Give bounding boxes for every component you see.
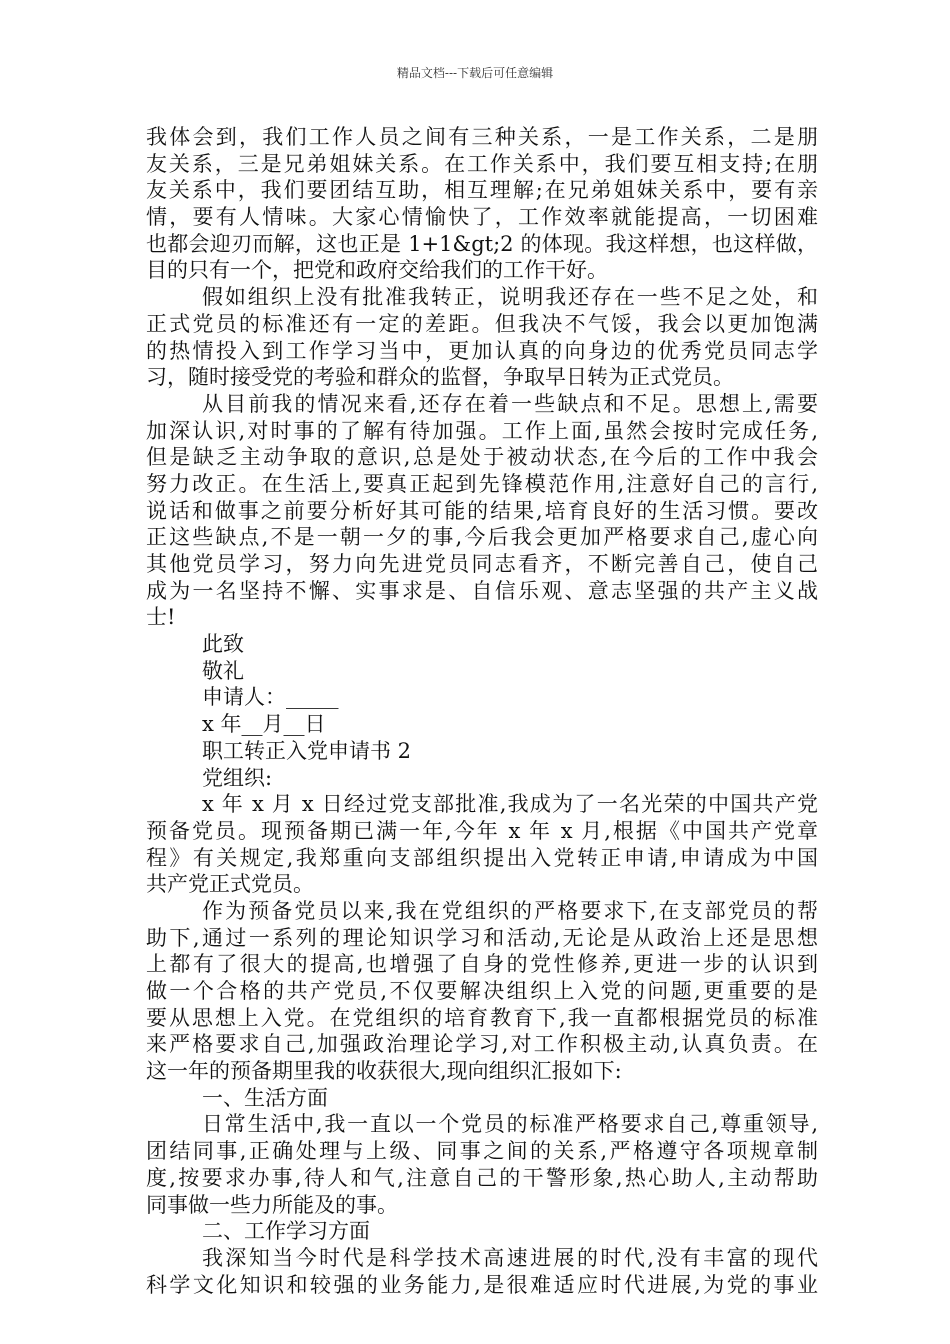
- text-line: 加深认识,对时事的了解有待加强。工作上面,虽然会按时完成任务,: [146, 418, 818, 443]
- text-line: 假如组织上没有批准我转正，说明我还存在一些不足之处，和: [202, 285, 818, 310]
- text-line: 申请人：_____: [202, 685, 339, 710]
- text-line: 友关系，三是兄弟姐妹关系。在工作关系中，我们要互相支持;在朋: [146, 151, 818, 176]
- text-line: 预备党员。现预备期已满一年,今年 x 年 x 月,根据《中国共产党章: [146, 818, 818, 843]
- text-line: 度,按要求办事,待人和气,注意自己的干警形象,热心助人,主动帮助: [146, 1165, 818, 1190]
- text-line: 这一年的预备期里我的收获很大,现向组织汇报如下:: [146, 1059, 622, 1084]
- text-line: 二、工作学习方面: [202, 1219, 370, 1244]
- text-line: 情，要有人情味。大家心情愉快了，工作效率就能提高，一切困难: [146, 205, 818, 230]
- text-line: 助下,通过一系列的理论知识学习和活动,无论是从政治上还是思想: [146, 925, 818, 950]
- text-line: 但是缺乏主动争取的意识,总是处于被动状态,在今后的工作中我会: [146, 445, 818, 470]
- text-line: 共产党正式党员。: [146, 872, 314, 897]
- text-line: 正这些缺点,不是一朝一夕的事,今后我会更加严格要求自己,虚心向: [146, 525, 818, 550]
- text-line: 此致: [202, 632, 244, 657]
- text-line: 目的只有一个，把党和政府交给我们的工作干好。: [146, 258, 608, 283]
- text-line: 作为预备党员以来,我在党组织的严格要求下,在支部党员的帮: [202, 898, 818, 923]
- text-line: 正式党员的标准还有一定的差距。但我决不气馁，我会以更加饱满: [146, 311, 818, 336]
- text-line: 做一个合格的共产党员,不仅要解决组织上入党的问题,更重要的是: [146, 979, 818, 1003]
- text-line: 从目前我的情况来看,还存在着一些缺点和不足。思想上,需要: [202, 391, 818, 416]
- text-line: 科学文化知识和较强的业务能力,是很难适应时代进展,为党的事业: [146, 1272, 818, 1297]
- text-line: 程》有关规定,我郑重向支部组织提出入党转正申请,申请成为中国: [146, 845, 818, 870]
- text-line: 友关系中，我们要团结互助，相互理解;在兄弟姐妹关系中，要有亲: [146, 178, 818, 203]
- text-line: 士!: [146, 605, 176, 630]
- text-line: 来严格要求自己,加强政治理论学习,对工作积极主动,认真负责。在: [146, 1032, 818, 1057]
- text-line: 说话和做事之前要分析好其可能的结果,培育良好的生活习惯。要改: [146, 498, 818, 523]
- text-line: 成为一名坚持不懈、实事求是、自信乐观、意志坚强的共产主义战: [146, 578, 818, 603]
- text-line: 也都会迎刃而解，这也正是 1+1&gt;2 的体现。我这样想，也这样做，: [146, 231, 818, 256]
- text-line: 党组织:: [202, 765, 273, 790]
- text-line: 一、生活方面: [202, 1085, 328, 1110]
- text-line: 上都有了很大的提高,也增强了自身的党性修养,更进一步的认识到: [146, 952, 818, 977]
- text-line: 努力改正。在生活上,要真正起到先锋模范作用,注意好自己的言行,: [146, 471, 818, 496]
- text-line: 敬礼: [202, 658, 244, 683]
- text-line: x 年__月__日: [202, 712, 326, 737]
- text-line: 职工转正入党申请书 2: [202, 738, 412, 763]
- text-line: 的热情投入到工作学习当中，更加认真的向身边的优秀党员同志学: [146, 338, 818, 363]
- page-header: 精品文档---下载后可任意编辑: [396, 66, 554, 80]
- text-line: 其他党员学习，努力向先进党员同志看齐，不断完善自己，使自己: [146, 552, 818, 576]
- text-line: 我体会到，我们工作人员之间有三种关系，一是工作关系，二是朋: [146, 125, 818, 149]
- text-line: 要从思想上入党。在党组织的培育教育下,我一直都根据党员的标准: [146, 1005, 818, 1030]
- document-body: [146, 124, 818, 1298]
- text-line: 习，随时接受党的考验和群众的监督，争取早日转为正式党员。: [146, 365, 734, 390]
- text-line: x 年 x 月 x 日经过党支部批准,我成为了一名光荣的中国共产党: [202, 792, 818, 817]
- text-line: 我深知当今时代是科学技术高速进展的时代,没有丰富的现代: [202, 1245, 818, 1270]
- text-line: 日常生活中,我一直以一个党员的标准严格要求自己,尊重领导,: [202, 1112, 818, 1137]
- text-line: 团结同事,正确处理与上级、同事之间的关系,严格遵守各项规章制: [146, 1139, 818, 1164]
- text-line: 同事做一些力所能及的事。: [146, 1192, 398, 1217]
